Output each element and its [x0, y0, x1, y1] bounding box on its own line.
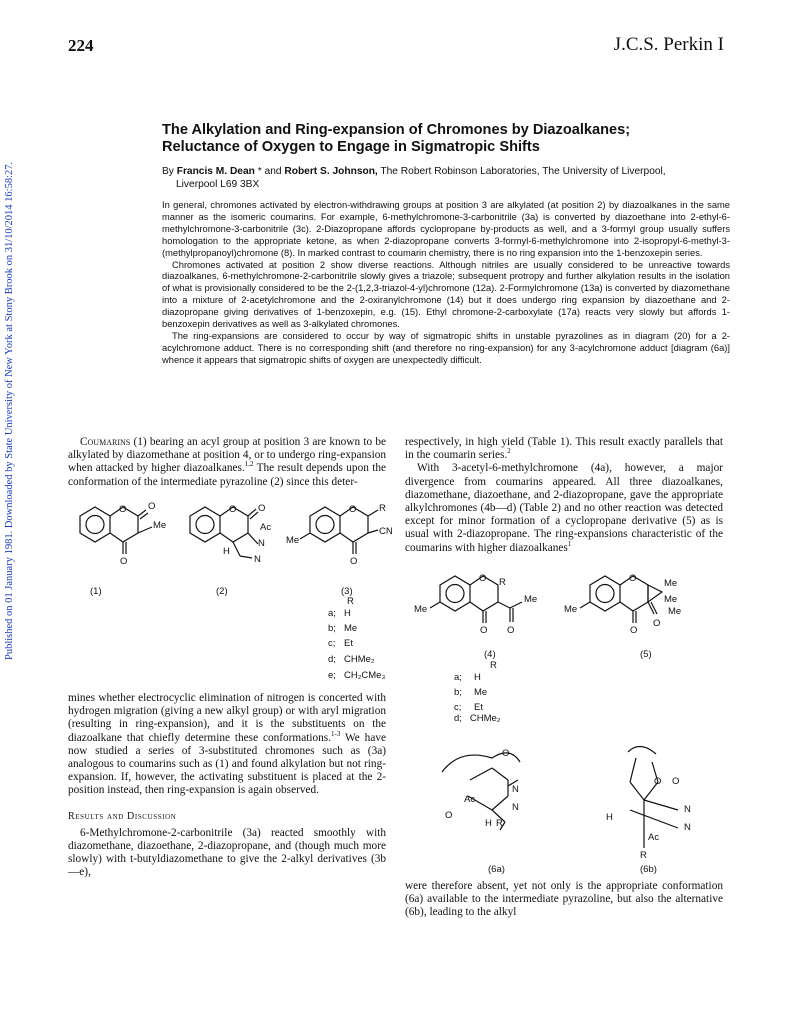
svg-text:N: N [684, 822, 691, 833]
intro-ref: 1,2 [244, 460, 254, 469]
svg-text:N: N [512, 784, 519, 795]
atom-o: O [349, 504, 357, 515]
abstract-paragraph-3: The ring-expansions are considered to occur by way of sigmatropic shifts in unstable pyrazolines as in diagram (20) for a 2-acylchromone adduct. There is no corresponding shift (and therefore no ring-expansion) for any 3-acylchromone adduct [diagram (6a)] whence it appears that sigmatropic shifts of oxygen are unexpectedly difficult. [162, 330, 730, 365]
svg-text:R: R [490, 660, 497, 671]
svg-text:Ac: Ac [464, 794, 476, 805]
series-3-table [328, 608, 385, 681]
benzene-ring-1 [80, 507, 110, 542]
svg-text:O: O [630, 625, 638, 636]
svg-text:(6b): (6b) [640, 864, 657, 875]
svg-text:H: H [474, 672, 481, 683]
svg-text:c;: c; [454, 702, 462, 713]
title-line-1: The Alkylation and Ring-expansion of Chromones by Diazoalkanes; [162, 122, 631, 138]
left-paragraph-2: mines whether electrocyclic elimination of nitrogen is concerted with hydrogen migration (giving a new alkyl group) or with aryl migration (resulting in ring-expansion), and it is the substituents on the diazoalkane that chiefly determine these conformations.$^{1-3}$ We have now studied a series of 3-substituted chromones such as (3a) analogous to coumarins such as (1) and found alkylation but not ring-expansion. If, however, the activating substituent is placed at the 2-position instead, then ring-expansion is again observed. [68, 692, 387, 797]
svg-text:a;: a; [328, 608, 336, 619]
svg-text:R: R [496, 818, 503, 829]
svg-text:H: H [606, 812, 613, 823]
structures-1-2-3 [60, 496, 410, 686]
article-title [162, 122, 730, 156]
svg-text:R: R [499, 577, 506, 588]
svg-text:N: N [512, 802, 519, 813]
svg-text:O: O [672, 776, 680, 787]
atom-o: O [229, 504, 237, 515]
svg-text:O: O [445, 810, 453, 821]
right-paragraph-3: were therefore absent, yet not only is the appropriate conformation (6a) available to the intermediate pyrazoline, but also the alternative (6b), leading to the alkyl [405, 880, 723, 919]
atom-n: N [258, 538, 265, 549]
svg-text:Et: Et [344, 638, 353, 649]
left-column-continued [68, 692, 386, 880]
svg-text:d;: d; [328, 654, 336, 665]
svg-text:Me: Me [524, 594, 538, 605]
svg-text:c;: c; [328, 638, 336, 649]
right-column-top [405, 436, 723, 555]
intro-paragraph [68, 436, 386, 489]
label-1: (1) [90, 586, 102, 597]
svg-text:O: O [480, 625, 488, 636]
series-4-table [454, 672, 487, 713]
svg-text:Me: Me [664, 578, 678, 589]
svg-text:(4): (4) [484, 649, 496, 660]
svg-text:CH₂CMe₃: CH₂CMe₃ [344, 670, 386, 681]
r-header: R [347, 596, 354, 607]
atom-o: O [350, 556, 358, 567]
atom-h: H [223, 546, 230, 557]
svg-text:a;: a; [454, 672, 462, 683]
download-notice: Published on 01 January 1981. Downloaded by State University of New York at Stony Brook on 31/10/2014 16:58:27. [4, 161, 15, 660]
svg-text:e;: e; [328, 670, 336, 681]
intro-text-a: (1) bearing an acyl group at position 3 are known to be alkylated by diazomethane at position 4, or to undergo ring-expansion when attacked by higher diazoalkanes. [68, 436, 386, 475]
svg-text:Me: Me [344, 623, 358, 634]
svg-text:Ac: Ac [648, 832, 660, 843]
svg-text:b;: b; [328, 623, 336, 634]
svg-text:N: N [684, 804, 691, 815]
right-paragraph-1: respectively, in high yield (Table 1). This result exactly parallels that in the coumarin series.$^2$ [405, 436, 723, 462]
author-1: Francis M. Dean [176, 166, 255, 177]
aromatic-circle-1 [86, 516, 104, 534]
atom-ac: Ac [260, 522, 272, 533]
atom-o: O [120, 556, 128, 567]
atom-cn: CN [379, 526, 393, 537]
svg-text:O: O [502, 748, 510, 759]
corresponding-mark: * [257, 166, 262, 177]
svg-text:Me: Me [668, 606, 682, 617]
label-3: (3) [341, 586, 353, 597]
abstract-paragraph-2: Chromones activated at position 2 show diverse reactions. Although nitriles are usually considered to be unreactive towards diazoalkanes, 6-methylchromone-2-carbonitrile slowly gives a triazole; subsequent protropy and further alkylation results in the isolation of what is provisionally considered to be the 2-(1,2,3-triazol-4-yl)chromone (12a). 2-Formylchromone (13a) is converted by diazomethane into a mixture of 2-acetylchromone and the 2-oxiranylchromone (14) but it does undergo ring expansion by diazoethane and 2-diazopropane giving derivatives of 1-benzoxepin, e.g. (15). Ethyl chromone-2-carboxylate (17a) reacts very slowly but affords 1-benzoxepin derivatives as well as 3-alkylated chromones. [162, 259, 730, 330]
svg-text:Et: Et [474, 702, 483, 713]
svg-text:Me: Me [414, 604, 428, 615]
byline-and: and [264, 166, 282, 177]
svg-text:(6a): (6a) [488, 864, 505, 875]
left-paragraph-3: 6-Methylchromone-2-carbonitrile (3a) reacted smoothly with diazomethane, diazoethane, 2-diazopropane, and (though much more slowly) with t-butyldiazomethane to give the 2-alkyl derivatives (3b—e), [68, 826, 386, 879]
right-column-bottom [405, 880, 723, 920]
svg-text:R: R [640, 850, 647, 861]
atom-o: O [119, 504, 127, 515]
journal-title: J.C.S. Perkin I [613, 34, 724, 55]
svg-text:O: O [479, 573, 487, 584]
structures-6a-6b [430, 740, 730, 880]
svg-text:O: O [654, 776, 662, 787]
page-number: 224 [68, 36, 94, 55]
svg-text:H: H [344, 608, 351, 619]
left-column-intro [68, 436, 386, 489]
label-2: (2) [216, 586, 228, 597]
abstract-paragraph-1: In general, chromones activated by electron-withdrawing groups at position 3 are alkylated (at position 2) by diazoalkanes in the same manner as the isomeric coumarins. For example, 6-methylchromone-3-carbonitrile (3a) is converted by diazoethane into 2-ethyl-6-methylchromone-3-carbonitrile (3c). 2-Diazopropane affords cyclopropane by-products as well, and a 3-formyl group usually suffers homologation to the appropriate ketone, as when 2-diazopropane converts 3-formyl-6-methylchromone into 2-isopropyl-6-methyl-3-(methylpropanoyl)chromone (8). In marked contrast to coumarin chemistry, there is no ring expansion into the 1-benzoxepin series. [162, 200, 730, 258]
atom-o: O [258, 503, 266, 514]
svg-text:H: H [485, 818, 492, 829]
structures-4-5 [410, 570, 730, 720]
coumarins-smallcaps: Coumarins [80, 436, 131, 448]
byline-by: By [162, 166, 174, 177]
svg-text:CHMe₂: CHMe₂ [344, 654, 375, 665]
affiliation-line-2: Liverpool L69 3BX [176, 179, 260, 190]
affiliation-line-1: The Robert Robinson Laboratories, The University of Liverpool, [380, 166, 666, 177]
atom-me: Me [153, 520, 167, 531]
author-2: Robert S. Johnson, [284, 166, 378, 177]
atom-me: Me [286, 535, 300, 546]
atom-n: N [254, 554, 261, 565]
svg-text:Me: Me [564, 604, 578, 615]
intro-text-b: The result depends upon the conformation of the intermediate pyrazoline (2) since this deter- [68, 462, 386, 488]
atom-r: R [379, 503, 386, 514]
title-line-2: Reluctance of Oxygen to Engage in Sigmatropic Shifts [162, 139, 540, 155]
svg-text:O: O [653, 618, 661, 629]
svg-text:O: O [507, 625, 515, 636]
svg-text:b;: b; [454, 687, 462, 698]
right-paragraph-2: With 3-acetyl-6-methylchromone (4a), however, a major divergence from coumarins appeared. All three diazoalkanes, diazomethane, diazoethane, and 2-diazopropane, gave the appropriate alkylchromones (4b—d) (Table 2) and no other reaction was detected except for minor formation of a cyclopropane derivative (5) as is usual with 2-diazopropane. The ring-expansions characteristic of the coumarins with higher diazoalkanes$^1$ [405, 462, 723, 554]
svg-text:Me: Me [474, 687, 488, 698]
section-heading: Results and Discussion [68, 810, 177, 822]
atom-o: O [148, 501, 156, 512]
svg-text:O: O [629, 573, 637, 584]
svg-text:(5): (5) [640, 649, 652, 660]
abstract [162, 200, 730, 367]
series-4-row-d: d; CHMe₂ [454, 713, 501, 724]
svg-text:Me: Me [664, 594, 678, 605]
byline [162, 165, 732, 191]
